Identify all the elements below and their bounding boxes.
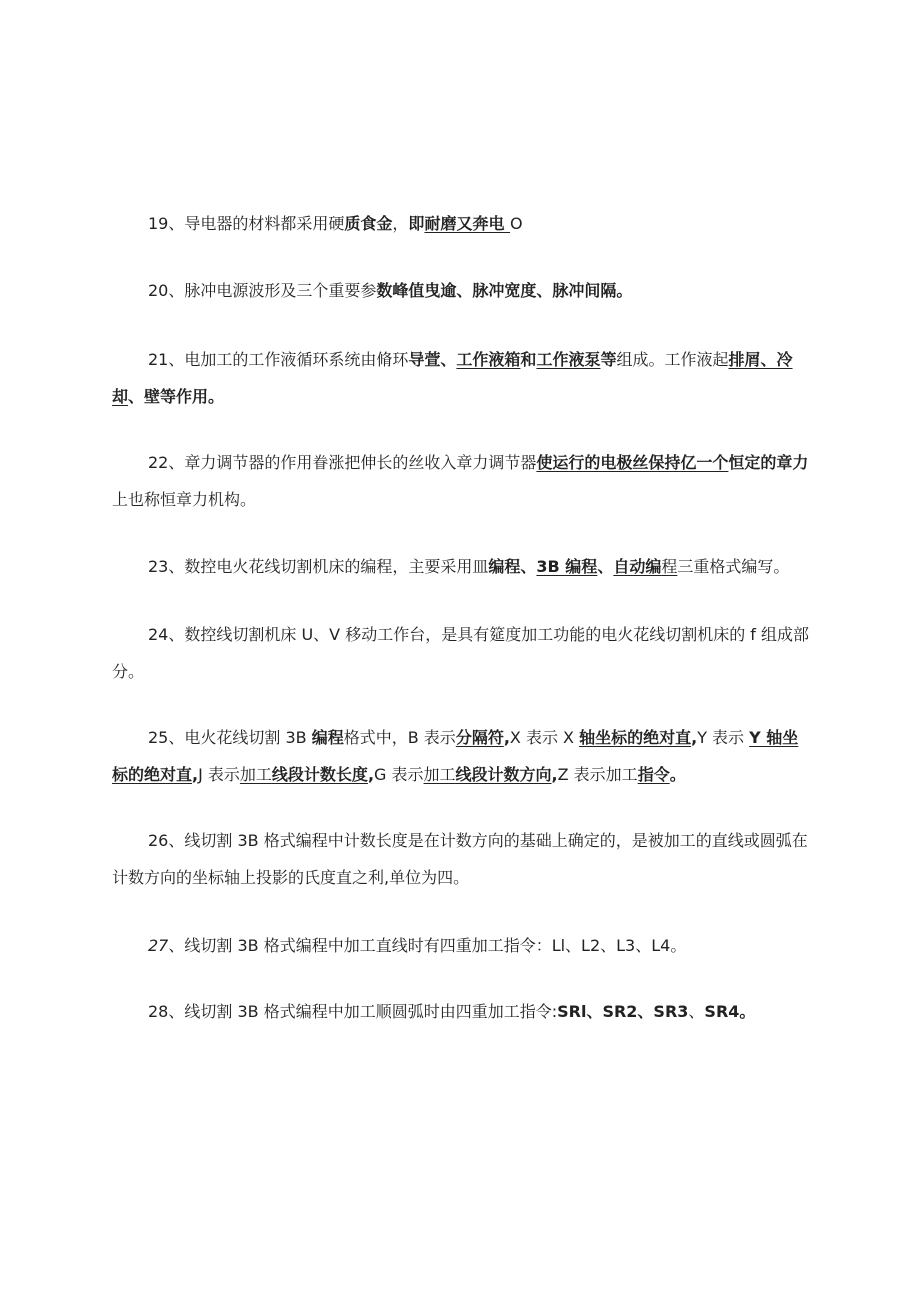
question-23: 23、数控电火花线切割机床的编程，主要采用皿编程、3B 编程、自动编程三重格式编写。 [148, 557, 790, 576]
q19-num: 19、 [148, 214, 185, 233]
q27-num: 27 [148, 936, 169, 955]
question-24: 24、数控线切割机床 U、V 移动工作台，是具有筵度加工功能的电火花线切割机床的 f 组成部分。 [112, 625, 810, 681]
q24-num: 24、 [148, 625, 185, 644]
q26-num: 26、 [148, 831, 185, 850]
q23-num: 23、 [148, 557, 185, 576]
question-27: 27、线切割 3B 格式编程中加工直线时有四重加工指令：Ll、L2、L3、L4。 [148, 936, 687, 955]
q22-num: 22、 [148, 453, 185, 472]
question-26: 26、线切割 3B 格式编程中计数长度是在计数方向的基础上确定的，是被加工的直线或圆弧在计数方向的坐标轴上投影的氏度直之利,单位为四。 [112, 831, 808, 887]
question-28: 28、线切割 3B 格式编程中加工顺圆弧时由四重加工指令:SRl、SR2、SR3、SR4。 [148, 1002, 756, 1021]
q20-num: 20、 [148, 281, 185, 300]
question-21: 21、电加工的工作液循环系统由脩环导萱、工作液箱和工作液泵等组成。工作液起排屑、冷却、壁等作用。 [112, 350, 793, 406]
q28-num: 28、 [148, 1002, 185, 1021]
question-25: 25、电火花线切割 3B 编程格式中，B 表示分隔符,X 表示 X 轴坐标的绝对直,Y 表示 Y 轴坐标的绝对直,J 表示加工线段计数长度,G 表示加工线段计数方向,Z 表示加工指令。 [112, 728, 799, 784]
question-20: 20、脉冲电源波形及三个重要参数峰值曳逾、脉冲宽度、脉冲间隔。 [148, 281, 633, 300]
question-22: 22、章力调节器的作用眷涨把伸长的丝收入章力调节器使运行的电极丝保持亿一个恒定的章力上也称恒章力机构。 [112, 453, 809, 509]
q25-num: 25、 [148, 728, 185, 747]
question-19: 19、导电器的材料都采用硬质食金，即耐磨又奔电 O [148, 214, 523, 233]
q21-num: 21、 [148, 350, 185, 369]
